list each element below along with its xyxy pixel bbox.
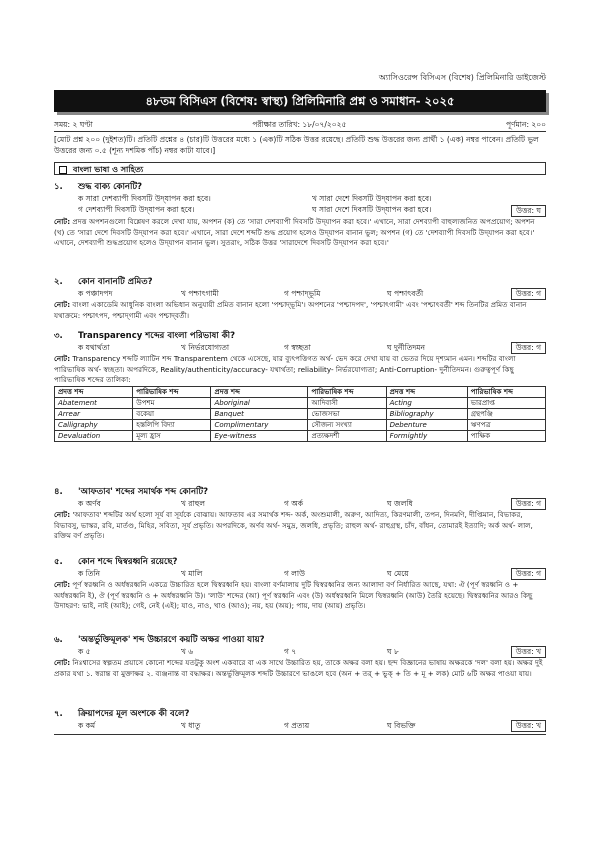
table-cell: Aboriginal bbox=[211, 397, 308, 408]
table-row bbox=[55, 408, 546, 419]
option-a: ক তিনি bbox=[78, 569, 101, 578]
instructions: [মোট প্রশ্ন ২০০ (দুইশত)টি। প্রতিটি প্রশ্নের ৪ (চার)টি উত্তরের মধ্যে ১ (এক)টি সঠিক উত্তর রয়েছে। প্রতিটি শুদ্ধ উত্তরের জন্য প্রার্থী ১ (এক) নম্বর পাবেন। প্রতিটি ভুল উত্তরের জন্য ০.৫ (শূন্য দশমিক পাঁচ) নম্বর কাটা যাবে।] bbox=[54, 135, 539, 155]
table-row bbox=[55, 430, 546, 441]
option-c: গ প্রত্যয় bbox=[284, 721, 310, 730]
table-header: প্রদত্ত শব্দ bbox=[55, 386, 133, 397]
running-head: অ্যাসিওরেন্স বিসিএস (বিশেষ) প্রিলিমিনারি ডাইজেস্ট bbox=[378, 73, 546, 82]
question-5 bbox=[54, 556, 546, 612]
note-label: নোট: bbox=[54, 580, 71, 589]
note-text: প্রদত্ত অপশনগুলো বিশ্লেষণ করলে দেখা যায়, অপশন (ক) তে 'সারা দেশব্যাপী দিবসটি উদ্‌যাপন করা হবে।' এখানে, সারা দেশব্যাপী বাহুল্যজনিত অপপ্রয়োগ; অপশন (খ) তে 'সারা দেশে দিবসটি উদ্‌যাপন করা হবে।' এখানে, সারা দেশে শব্দটি শুদ্ধ প্রয়োগ হলেও উদ্‌যাপন বানান ভুল; অপশন (গ) তে 'দেশব্যাপী দিবসটি উদ্‌যাপন করা হবে।' এখানে, দেশব্যাপী শুদ্ধপ্রয়োগ হলেও উদ্‌যাপন বানান ভুল। সুতরাং, সঠিক উত্তর 'সারাদেশে দিবসটি উদ্‌যাপন করা হবে।' bbox=[54, 217, 535, 247]
answer-badge: উত্তর: গ bbox=[511, 498, 546, 510]
note-label: নোট: bbox=[54, 217, 71, 226]
option-c: গ পশ্চাদ্‌ভূমি bbox=[284, 289, 321, 298]
option-d: ঘ মেয়ে bbox=[387, 569, 409, 578]
note-label: নোট: bbox=[54, 300, 71, 309]
table-header: পারিভাষিক শব্দ bbox=[467, 386, 545, 397]
table-header: পারিভাষিক শব্দ bbox=[133, 386, 211, 397]
table-cell: Formightly bbox=[386, 430, 467, 441]
option-b: খ ধাতু bbox=[181, 721, 201, 730]
table-cell: Devaluation bbox=[55, 430, 133, 441]
question-number: ৪. bbox=[54, 487, 63, 497]
divider bbox=[54, 734, 546, 735]
section-title: বাংলা ভাষা ও সাহিত্য bbox=[73, 165, 144, 174]
table-header: প্রদত্ত শব্দ bbox=[386, 386, 467, 397]
option-c: গ স্বচ্ছতা bbox=[284, 343, 311, 352]
question-number: ৭. bbox=[54, 709, 63, 719]
question-number: ১. bbox=[54, 182, 63, 192]
option-c: গ দেশব্যাপী দিবসটি উদ্‌যাপন করা হবে। bbox=[78, 205, 195, 214]
note-label: নোট: bbox=[54, 658, 71, 667]
question-text: কোন শব্দে দ্বিস্বরধ্বনি রয়েছে? bbox=[78, 557, 178, 567]
question-text: 'আফতাব' শব্দের সমার্থক শব্দ কোনটি? bbox=[78, 487, 209, 497]
question-text: কোন বানানটি প্রমিত? bbox=[78, 277, 153, 287]
table-cell: Arrear bbox=[55, 408, 133, 419]
option-d: ঘ পশ্চাৎবর্তী bbox=[387, 289, 424, 298]
table-header-row bbox=[55, 386, 546, 397]
table-row bbox=[55, 397, 546, 408]
table-cell: গ্রন্থপঞ্জি bbox=[467, 408, 545, 419]
note-label: নোট: bbox=[54, 510, 71, 519]
question-text: Transparency শব্দের বাংলা পরিভাষা কী? bbox=[78, 331, 236, 341]
option-b: খ সারা দেশে দিবসটি উদ্‌যাপন করা হবে। bbox=[312, 194, 432, 203]
section-heading bbox=[54, 162, 546, 175]
table-cell: Bibliography bbox=[386, 408, 467, 419]
table-cell: আদিবাসী bbox=[308, 397, 386, 408]
table-cell: মূল্য হ্রাস bbox=[133, 430, 211, 441]
note-text: নিঃশ্বাসের স্বল্পতম প্রয়াসে কোনো শব্দের যতটুকু অংশ একবারে বা এক সাথে উচ্চারিত হয়, তাকে অক্ষর বলা হয়। ছন্দ বিজ্ঞানের ভাষায় অক্ষরকে 'দল' বলা হয়। অক্ষর দুই প্রকার যথা ১. স্বরান্ত বা মুক্তাক্ষর ২. ব্যঞ্জনান্ত বা বদ্ধাক্ষর। অন্তর্ভুক্তিমূলক শব্দটি উচ্চারণে ভাঙলে হবে (অন + তর্ + ভুক্ + তি + মূ + লক) মোট ৬টি অক্ষর পাওয়া যায়। bbox=[54, 658, 543, 678]
question-2 bbox=[54, 276, 546, 321]
option-a: ক ৫ bbox=[78, 647, 91, 656]
exam-title-banner: ৪৮তম বিসিএস (বিশেষ: স্বাস্থ্য) প্রিলিমিনারি প্রশ্ন ও সমাধান- ২০২৫ bbox=[54, 90, 546, 112]
table-cell: সৌজন্য সংখ্যা bbox=[308, 419, 386, 430]
answer-badge: উত্তর: ঘ bbox=[511, 205, 546, 217]
answer-badge: উত্তর: খ bbox=[511, 646, 546, 658]
option-c: গ অর্ক bbox=[284, 499, 304, 508]
table-header: পারিভাষিক শব্দ bbox=[308, 386, 386, 397]
answer-badge: উত্তর: গ bbox=[511, 288, 546, 300]
table-cell: Debenture bbox=[386, 419, 467, 430]
note-text: 'আফতাব' শব্দটির অর্থ হলো সূর্য বা সূর্যকে বোঝায়। আফতাব এর সমার্থক শব্দ- অর্ক, অংশুমালী, অরুণ, আদিত্য, কিরণমালী, তপন, দিনমণি, দীপ্তিমান, বিভাকর, বিভাবসু, ভাস্কর, রবি, মার্তণ্ড, মিহির, সবিতা, সূর্য প্রভৃতি। অপরদিকে, অর্ণব অর্থ- সমুদ্র, জলধি, প্রভৃতি; রাহুল অর্থ- রাহুগ্রস্থ, চাঁদ, বাঁধন, তোমারই ইত্যাদি; অর্ক অর্থ- লাল, রক্তিম বর্ণ প্রভৃতি। bbox=[54, 510, 533, 540]
table-cell: ভোজসভা bbox=[308, 408, 386, 419]
note-text: বাংলা একাডেমি আধুনিক বাংলা অভিধান অনুযায়ী প্রমিত বানান হলো 'পশ্চাদ্‌ভূমি'। অপশনের 'পশ্চাদপদ', 'পশ্চাৎগামী' এবং 'পশ্চাৎবর্তী' শব্দ তিনটির প্রমিত বানান যথাক্রমে: পশ্চাৎপদ, পশ্চাদ্‌গামী এবং পশ্চাদ্‌বর্তী। bbox=[54, 300, 527, 320]
answer-badge: উত্তর: গ bbox=[511, 342, 546, 354]
question-text: ক্রিয়াপদের মূল অংশকে কী বলে? bbox=[78, 709, 190, 719]
divider bbox=[54, 131, 546, 132]
option-d: ঘ বিভক্তি bbox=[387, 721, 416, 730]
question-number: ৬. bbox=[54, 635, 63, 645]
option-b: খ রাহুল bbox=[181, 499, 205, 508]
table-cell: Complimentary bbox=[211, 419, 308, 430]
table-cell: Abatement bbox=[55, 397, 133, 408]
table-cell: বকেয়া bbox=[133, 408, 211, 419]
note-text: পূর্ণ স্বরধ্বনি ও অর্ধস্বরধ্বনি একত্রে উচ্চারিত হলে দ্বিস্বরধ্বনি হয়। বাংলা বর্ণমালায় দুটি দ্বিস্বরধ্বনির জন্য আলাদা বর্ণ নির্ধারিত আছে, যথা: ঐ (পূর্ণ স্বরধ্বনি ও + অর্ধস্বরধ্বনি ই), ঔ (পূর্ণ স্বরধ্বনি ও + অর্ধস্বরধ্বনি উ)। 'লাউ' শব্দের (আ) পূর্ণ স্বরধ্বনি এবং (উ) অর্ধস্বরধ্বনি মিলে দ্বিস্বরধ্বনি (আউ) তৈরি হয়েছে। দ্বিস্বরধ্বনির আরও কিছু উদাহরণ: ভাই, নাই (আই); গেই, নেই (এই); যাও, নাও, খাও (আও); নয়, হয় (অয়); পায়, দায় (আয়) প্রভৃতি। bbox=[54, 580, 533, 610]
table-cell: হস্তলিপি বিদ্যা bbox=[133, 419, 211, 430]
option-b: খ নির্ভরযোগ্যতা bbox=[181, 343, 230, 352]
question-number: ৫. bbox=[54, 557, 63, 567]
question-text: 'অন্তর্ভুক্তিমূলক' শব্দ উচ্চারণে কয়টি অক্ষর পাওয়া যায়? bbox=[78, 635, 265, 645]
option-a: ক পঞ্চাদপদ bbox=[78, 289, 113, 298]
table-cell: পাক্ষিক bbox=[467, 430, 545, 441]
question-3 bbox=[54, 330, 546, 442]
option-d: ঘ সারা দেশে দিবসটি উদ্‌যাপন করা হবে। bbox=[312, 205, 432, 214]
question-number: ২. bbox=[54, 277, 63, 287]
question-text: শুদ্ধ বাক্য কোনটি? bbox=[78, 182, 143, 192]
table-cell: প্রত্যক্ষদর্শী bbox=[308, 430, 386, 441]
option-a: ক যথার্থতা bbox=[78, 343, 110, 352]
question-1 bbox=[54, 181, 546, 249]
option-c: গ লাউ bbox=[284, 569, 305, 578]
answer-badge: উত্তর: গ bbox=[511, 568, 546, 580]
option-d: ঘ জলধি bbox=[387, 499, 413, 508]
exam-marks: পূর্ণমান: ২০০ bbox=[506, 120, 546, 129]
question-7 bbox=[54, 708, 546, 731]
table-cell: Eye-witness bbox=[211, 430, 308, 441]
question-6 bbox=[54, 634, 546, 679]
table-cell: Banquet bbox=[211, 408, 308, 419]
exam-date: পরীক্ষার তারিখ: ১৮/০৭/২০২৫ bbox=[252, 120, 347, 129]
table-header: প্রদত্ত শব্দ bbox=[211, 386, 308, 397]
answer-badge: উত্তর: খ bbox=[511, 720, 546, 732]
terms-table bbox=[54, 386, 546, 442]
question-4 bbox=[54, 486, 546, 542]
option-b: খ মালি bbox=[181, 569, 203, 578]
table-cell: ভারপ্রাপ্ত bbox=[467, 397, 545, 408]
option-a: ক কর্ম bbox=[78, 721, 96, 730]
note-label: নোট: bbox=[54, 354, 71, 363]
table-cell: Calligraphy bbox=[55, 419, 133, 430]
option-b: খ ৬ bbox=[181, 647, 194, 656]
exam-time: সময়: ২ ঘণ্টা bbox=[54, 120, 93, 129]
table-cell: উপশম bbox=[133, 397, 211, 408]
option-a: ক সারা দেশব্যাপী দিবসটি উদ্‌যাপন করা হবে। bbox=[78, 194, 211, 203]
question-number: ৩. bbox=[54, 331, 63, 341]
table-row bbox=[55, 419, 546, 430]
option-c: গ ৭ bbox=[284, 647, 297, 656]
option-b: খ পশ্চাৎগামী bbox=[181, 289, 219, 298]
note-text: Transparency শব্দটি ল্যাটিন শব্দ Transparentem থেকে এসেছে, যার ব্যুৎপত্তিগত অর্থ- ভেদ করে দেখা যায় বা ভেতর দিয়ে দৃশ্যমান এমন। শব্দটির বাংলা পারিভাষিক অর্থ- স্বচ্ছতা। অপরদিকে, Reality/authenticity/accuracy- যথার্থতা; reliability- নির্ভরযোগ্যতা; Anti-Corruption- দুর্নীতিদমন। গুরুত্বপূর্ণ কিছু পারিভাষিক শব্দের তালিকা: bbox=[54, 354, 516, 384]
option-a: ক অর্ণব bbox=[78, 499, 101, 508]
table-cell: ঋণপত্র bbox=[467, 419, 545, 430]
option-d: ঘ ৮ bbox=[387, 647, 399, 656]
option-d: ঘ দুর্নীতিদমন bbox=[387, 343, 425, 352]
table-cell: Acting bbox=[386, 397, 467, 408]
checkbox-icon bbox=[59, 166, 67, 174]
